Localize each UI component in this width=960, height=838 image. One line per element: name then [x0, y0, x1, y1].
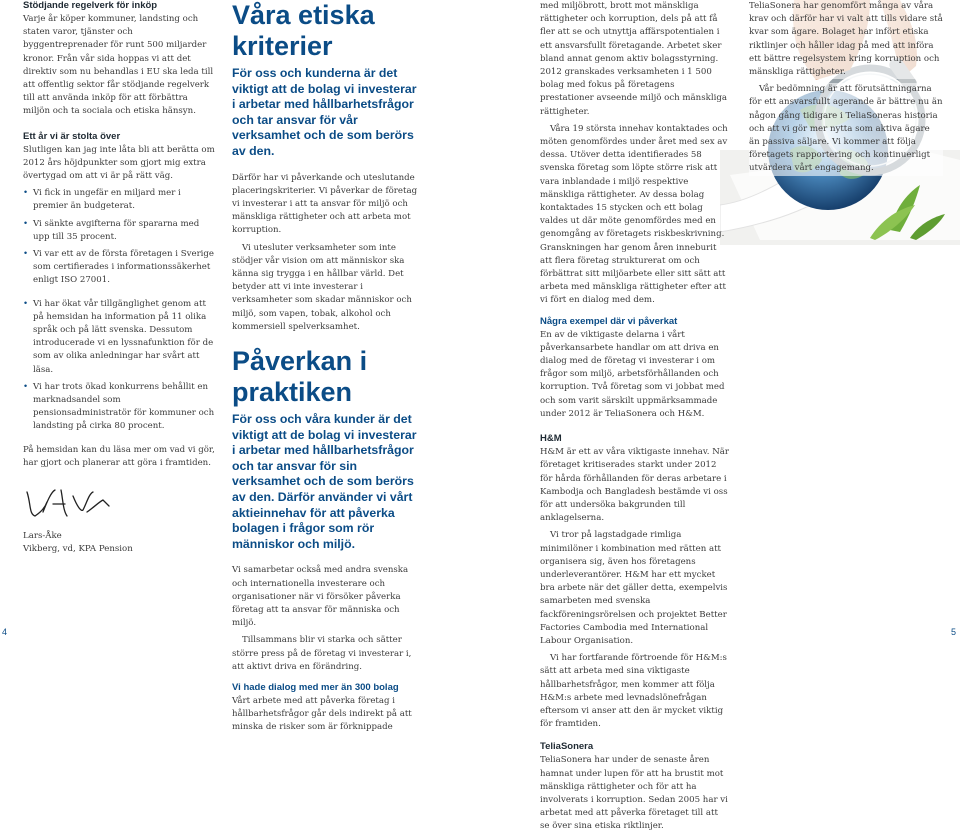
page-number-right: 5 [950, 627, 956, 637]
body-text: Vi utesluter verksamheter som inte stödjer vår vision om att människor ska känna sig trygga i en hållbar värld. Det betyder att vi inte investerar i verksamheter som skadar människor och miljö, som vapen, tobak, alkohol och kommersiell spelverksamhet. [232, 242, 412, 332]
ts-heading: TeliaSonera [540, 741, 594, 753]
hm-heading: H&M [540, 433, 562, 445]
column-3 [540, 0, 730, 838]
example-text: En av de viktigaste delarna i vårt påverkansarbete handlar om att driva en dialog med de företag vi investerar i om frågor som miljö, arbetsförhållanden och korruption. Två företag som vi jobbat med och som varit särskilt uppmärksammade under 2012 är TeliaSonera och H&M. [540, 329, 725, 419]
hm-text: Vi tror på lagstadgade rimliga minimilöner i kombination med rätten att organisera sig, även hos företagens underleverantörer. H&M har ett mycket bra arbete när det gäller detta, exempelvis samarbeten med svenska fackföreningsrörelsen och projektet Better Factories Cambodia med International Labour Organisation. [540, 530, 728, 646]
list-item: • Vi har trots ökad konkurrens behållit en marknadsandel som pensionsadministratör för kommuner och landsting på cirka 80 procent. [23, 381, 215, 434]
closing-text: På hemsidan kan du läsa mer om vad vi gör, har gjort och planerar att göra i framtiden. [23, 444, 215, 468]
body-text: med miljöbrott, brott mot mänskliga rättigheter och korruption, dels på att få fler att se och utnyttja affärspotentialen i ett ansvarsfullt företagande. Arbetet sker bland annat genom aktiv bolagsstyrning. 2012 granskades verksamheten i 1 500 bolag med fokus på företagens prestationer avseende miljö och mänskliga rättigheter. [540, 1, 727, 117]
page-number-left: 4 [2, 627, 8, 637]
body-text: TeliaSonera har genomfört många av våra krav och därför har vi valt att tills vidare stå kvar som ägare. Bolaget har infört etiska riktlinjer och håller idag på med att införa ett bättre regelsystem kring korruption och mänskliga rättigheter. [749, 0, 943, 79]
meeting-heading: Vi hade dialog med mer än 300 bolag [232, 681, 399, 693]
list-item: • Vi har ökat vår tillgänglighet genom att på hemsidan ha information på 11 olika språk och på lätt svenska. Dessutom introducerade vi en lyssnafunktion för de som av olika anledningar har svårt att läsa. [23, 298, 215, 377]
lead-text-2: För oss och våra kunder är det viktigt att de bolag vi investerar i arbetar med hållbarhetsfrågor och tar ansvar för sin verksamhet och de som berörs av den. Därför använder vi vårt aktieinnehav för att påverka bolagen i frågor som rör människor och miljö. [232, 412, 417, 551]
intro-text: Varje år köper kommuner, landsting och staten varor, tjänster och byggentreprenader för runt 500 miljarder kronor. Från vår sida hoppas vi att det direktiv som nu behandlas i EU ska leda till att offentlig sektor får stödjande regelverk till att använda inköp för att förbättra miljön och ta sociala och etiska hänsyn. [23, 14, 214, 117]
body-text: Vår bedömning är att förutsättningarna för ett ansvarsfullt agerande är bättre nu än någon gång tidigare i TeliaSoneras historia och att vi gör mer nytta som aktiva ägare än passiva säljare. Vi kommer att följa företagets rapportering och kontinuerligt utvärdera vårt engagemang. [749, 83, 943, 175]
ts-text: TeliaSonera har under de senaste åren hamnat under lupen för att ha brustit mot mänskliga rättigheter och för att ha involverats i korruption. Sedan 2005 har vi arbetat med att påverka företaget till att se över sina etiska riktlinjer. [540, 755, 728, 832]
list-item: • Vi sänkte avgifterna för spararna med upp till 35 procent. [23, 218, 215, 244]
body-text: Våra 19 största innehav kontaktades och möten genomfördes under året med sex av dessa. Utöver detta identifierades 58 svenska företag som löpte större risk att vara inblandade i miljö respektive mänskliga rättigheter. Av dessa bolag kontaktades 15 stycken och ett bolag valdes ut där möte genomfördes med en genomgång av företagets riskbeskrivning. Granskningen har genom åren inneburit att flera företag strukturerat om och förbättrat sitt miljöarbete eller sitt sätt att arbeta med mänskliga rättigheter efter att vi fört en dialog med dem. [540, 123, 728, 306]
column-2 [232, 0, 418, 739]
section-title: Påverkan i praktiken [232, 346, 368, 407]
meeting-text: Vårt arbete med att påverka företag i hållbarhetsfrågor går dels indirekt på att minska de risker som är förknippade [232, 695, 412, 733]
signature-title: Vikberg, vd, KPA Pension [23, 544, 133, 555]
list-item: • Vi fick in ungefär en miljard mer i premier än budgeterat. [23, 187, 215, 213]
column-4 [749, 0, 943, 180]
signature-image [23, 482, 113, 526]
lead-text: För oss och kunderna är det viktigt att de bolag vi investerar i arbetar med hållbarhetsfrågor och tar ansvar för vår verksamhet och de som berörs av den. [232, 66, 417, 158]
page-title: Våra etiska kriterier [232, 0, 375, 61]
column-1 [23, 0, 215, 557]
hm-text: Vi har fortfarande förtroende för H&M:s sätt att arbeta med sina viktigaste hållbarhetsfrågor, men kommer att följa H&M:s arbete med levnadslönefrågan eftersom vi anser att den är mycket viktig för framtiden. [540, 653, 727, 730]
body-text: Därför har vi påverkande och uteslutande placeringskriterier. Vi påverkar de företag vi investerar i att ta ansvar för miljö och mänskliga rättigheter och att arbeta mot korruption. [232, 172, 418, 236]
body-text: Tillsammans blir vi starka och sätter större press på de företag vi investerar i, att aktivt driva en förändring. [232, 635, 412, 672]
body-text: Vi samarbetar också med andra svenska och internationella investerare och organisationer när vi försöker påverka företag att ta ansvar för människa och miljö. [232, 565, 409, 629]
hm-text: H&M är ett av våra viktigaste innehav. När företaget kritiserades starkt under 2012 för hårda förhållanden för deras arbetare i Kambodja och Bangladesh bestämde vi oss för att undersöka bakgrunden till anklagelserna. [540, 447, 729, 524]
example-heading: Några exempel där vi påverkat [540, 315, 678, 327]
proud-heading: Ett år vi är stolta över [23, 130, 121, 142]
list-item: • Vi var ett av de första företagen i Sverige som certifierades i informationssäkerhet enligt ISO 27001. [23, 248, 215, 288]
intro-heading: Stödjande regelverk för inköp [23, 0, 158, 11]
signature-name: Lars-Åke [23, 531, 62, 542]
proud-text: Slutligen kan jag inte låta bli att berätta om 2012 års höjdpunkter som gjort mig extra övertygad om att vi är på rätt väg. [23, 144, 215, 182]
